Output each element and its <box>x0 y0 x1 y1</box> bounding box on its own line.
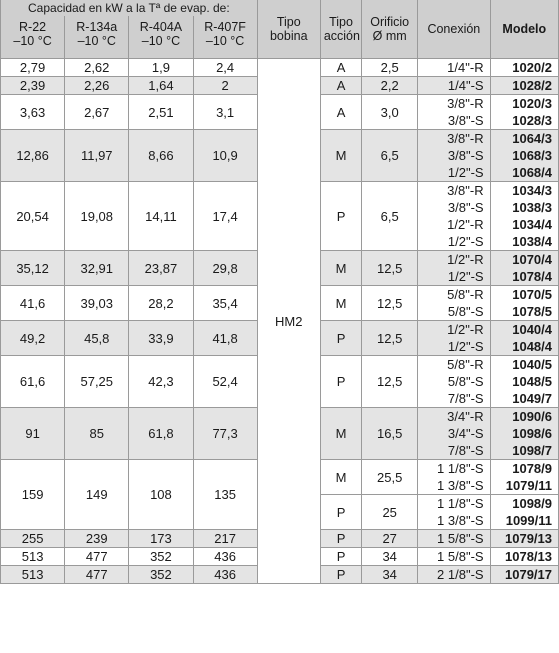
tipo-accion-cell: M <box>320 130 361 182</box>
conexion-value: 1/2"-R <box>447 217 484 232</box>
conexion-cell <box>418 408 490 460</box>
modelo-value: 1040/5 <box>512 357 552 372</box>
cap-r134a: 45,8 <box>65 321 129 356</box>
conexion-value: 1/4"-S <box>447 78 484 93</box>
orificio-cell: 25 <box>362 495 418 530</box>
cap-r22: 513 <box>1 566 65 584</box>
tipo-accion-cell: P <box>320 321 361 356</box>
cap-r407f: 217 <box>193 530 257 548</box>
cap-r404a: 23,87 <box>129 251 193 286</box>
modelo-value: 1040/4 <box>512 322 552 337</box>
cap-r404a: 108 <box>129 460 193 530</box>
modelo-value: 1099/11 <box>505 513 552 528</box>
modelo-cell <box>490 566 558 584</box>
cap-r404a: 1,9 <box>129 59 193 77</box>
modelo-value: 1078/9 <box>512 461 552 476</box>
modelo-value: 1078/13 <box>505 549 552 564</box>
tipo-accion-cell: P <box>320 356 361 408</box>
tipo-accion-cell: P <box>320 182 361 251</box>
cap-r404a: 352 <box>129 566 193 584</box>
orificio-cell: 16,5 <box>362 408 418 460</box>
conexion-value: 3/8"-S <box>447 148 484 163</box>
modelo-cell <box>490 95 558 130</box>
cap-r404a: 33,9 <box>129 321 193 356</box>
orificio-cell: 12,5 <box>362 356 418 408</box>
conexion-value: 3/4"-S <box>447 426 484 441</box>
cap-r22: 513 <box>1 548 65 566</box>
orificio-cell: 27 <box>362 530 418 548</box>
cap-r407f: 52,4 <box>193 356 257 408</box>
conexion-cell <box>418 530 490 548</box>
conexion-cell <box>418 495 490 530</box>
conexion-value: 1 5/8"-S <box>437 531 484 546</box>
modelo-cell <box>490 59 558 77</box>
conexion-value: 3/8"-R <box>447 96 484 111</box>
modelo-value: 1098/9 <box>512 496 552 511</box>
tipo-accion-cell: M <box>320 286 361 321</box>
modelo-value: 1034/3 <box>512 183 552 198</box>
modelo-value: 1020/2 <box>512 60 552 75</box>
orificio-cell: 12,5 <box>362 286 418 321</box>
cap-r22: 35,12 <box>1 251 65 286</box>
orificio-cell: 12,5 <box>362 321 418 356</box>
refrigerant-header-r22: R-22 –10 °C <box>1 16 65 59</box>
cap-r404a: 352 <box>129 548 193 566</box>
tipo-accion-cell: P <box>320 548 361 566</box>
modelo-value: 1079/17 <box>505 567 552 582</box>
cap-r404a: 14,11 <box>129 182 193 251</box>
modelo-value: 1070/5 <box>512 287 552 302</box>
conexion-cell <box>418 59 490 77</box>
tipo-accion-cell: M <box>320 408 361 460</box>
conexion-value: 2 1/8"-S <box>437 567 484 582</box>
modelo-value: 1090/6 <box>512 409 552 424</box>
cap-r22: 2,79 <box>1 59 65 77</box>
conexion-value: 5/8"-R <box>447 287 484 302</box>
table-body <box>1 59 559 584</box>
modelo-cell <box>490 286 558 321</box>
conexion-value: 7/8"-S <box>447 443 484 458</box>
modelo-cell <box>490 251 558 286</box>
cap-r407f: 29,8 <box>193 251 257 286</box>
cap-r22: 91 <box>1 408 65 460</box>
capacity-title: Capacidad en kW a la Tª de evap. de: <box>1 0 258 16</box>
conexion-value: 1 1/8"-S <box>437 496 484 511</box>
cap-r134a: 32,91 <box>65 251 129 286</box>
modelo-value: 1038/3 <box>512 200 552 215</box>
conexion-cell <box>418 356 490 408</box>
cap-r134a: 239 <box>65 530 129 548</box>
tipo-accion-cell: A <box>320 59 361 77</box>
cap-r22: 61,6 <box>1 356 65 408</box>
conexion-cell <box>418 251 490 286</box>
cap-r407f: 135 <box>193 460 257 530</box>
cap-r134a: 477 <box>65 566 129 584</box>
modelo-cell <box>490 548 558 566</box>
table-row <box>1 59 559 77</box>
tipo-accion-cell: P <box>320 566 361 584</box>
cap-r404a: 8,66 <box>129 130 193 182</box>
cap-r404a: 1,64 <box>129 77 193 95</box>
modelo-value: 1078/4 <box>512 269 552 284</box>
conexion-value: 1/4"-R <box>447 60 484 75</box>
modelo-cell <box>490 182 558 251</box>
cap-r407f: 35,4 <box>193 286 257 321</box>
modelo-value: 1098/6 <box>512 426 552 441</box>
conexion-value: 1 5/8"-S <box>437 549 484 564</box>
conexion-value: 1 3/8"-S <box>437 478 484 493</box>
cap-r407f: 2,4 <box>193 59 257 77</box>
conexion-cell <box>418 182 490 251</box>
orificio-header: Orificio Ø mm <box>362 0 418 59</box>
cap-r404a: 173 <box>129 530 193 548</box>
conexion-value: 3/8"-R <box>447 131 484 146</box>
cap-r134a: 2,26 <box>65 77 129 95</box>
conexion-cell <box>418 321 490 356</box>
conexion-cell <box>418 286 490 321</box>
tipo-accion-cell: M <box>320 251 361 286</box>
modelo-value: 1048/5 <box>512 374 552 389</box>
modelo-value: 1048/4 <box>512 339 552 354</box>
modelo-cell <box>490 460 558 495</box>
modelo-cell <box>490 408 558 460</box>
cap-r134a: 39,03 <box>65 286 129 321</box>
cap-r404a: 42,3 <box>129 356 193 408</box>
orificio-cell: 2,2 <box>362 77 418 95</box>
modelo-value: 1068/3 <box>512 148 552 163</box>
tipo-accion-cell: M <box>320 460 361 495</box>
cap-r22: 2,39 <box>1 77 65 95</box>
cap-r134a: 11,97 <box>65 130 129 182</box>
cap-r407f: 10,9 <box>193 130 257 182</box>
conexion-cell <box>418 130 490 182</box>
conexion-value: 3/8"-S <box>447 200 484 215</box>
cap-r404a: 28,2 <box>129 286 193 321</box>
orificio-cell: 6,5 <box>362 130 418 182</box>
conexion-value: 7/8"-S <box>447 391 484 406</box>
cap-r134a: 2,67 <box>65 95 129 130</box>
cap-r134a: 477 <box>65 548 129 566</box>
conexion-value: 5/8"-R <box>447 357 484 372</box>
modelo-header: Modelo <box>490 0 558 59</box>
orificio-cell: 25,5 <box>362 460 418 495</box>
cap-r22: 12,86 <box>1 130 65 182</box>
conexion-cell <box>418 566 490 584</box>
modelo-value: 1049/7 <box>512 391 552 406</box>
cap-r22: 255 <box>1 530 65 548</box>
conexion-value: 3/4"-R <box>447 409 484 424</box>
modelo-cell <box>490 530 558 548</box>
conexion-value: 5/8"-S <box>447 304 484 319</box>
modelo-cell <box>490 495 558 530</box>
cap-r134a: 2,62 <box>65 59 129 77</box>
table-header <box>1 0 559 59</box>
refrigerant-header-r134a: R-134a –10 °C <box>65 16 129 59</box>
cap-r134a: 19,08 <box>65 182 129 251</box>
conexion-value: 1 1/8"-S <box>437 461 484 476</box>
cap-r22: 41,6 <box>1 286 65 321</box>
orificio-cell: 2,5 <box>362 59 418 77</box>
cap-r22: 3,63 <box>1 95 65 130</box>
orificio-cell: 6,5 <box>362 182 418 251</box>
modelo-value: 1070/4 <box>512 252 552 267</box>
cap-r407f: 17,4 <box>193 182 257 251</box>
conexion-cell <box>418 548 490 566</box>
modelo-value: 1034/4 <box>512 217 552 232</box>
refrigerant-header-r404a: R-404A –10 °C <box>129 16 193 59</box>
conexion-cell <box>418 77 490 95</box>
tipo-accion-cell: P <box>320 530 361 548</box>
conexion-value: 1/2"-S <box>447 165 484 180</box>
cap-r134a: 57,25 <box>65 356 129 408</box>
modelo-cell <box>490 356 558 408</box>
tipo-accion-cell: A <box>320 95 361 130</box>
conexion-header: Conexión <box>418 0 490 59</box>
cap-r134a: 85 <box>65 408 129 460</box>
orificio-cell: 34 <box>362 566 418 584</box>
cap-r22: 159 <box>1 460 65 530</box>
cap-r407f: 41,8 <box>193 321 257 356</box>
cap-r134a: 149 <box>65 460 129 530</box>
modelo-value: 1068/4 <box>512 165 552 180</box>
tipo-bobina-cell: HM2 <box>257 59 320 584</box>
conexion-value: 1 3/8"-S <box>437 513 484 528</box>
conexion-value: 1/2"-S <box>447 269 484 284</box>
modelo-cell <box>490 77 558 95</box>
conexion-value: 3/8"-R <box>447 183 484 198</box>
orificio-cell: 34 <box>362 548 418 566</box>
cap-r404a: 2,51 <box>129 95 193 130</box>
cap-r404a: 61,8 <box>129 408 193 460</box>
tipo-accion-cell: A <box>320 77 361 95</box>
modelo-value: 1038/4 <box>512 234 552 249</box>
modelo-value: 1098/7 <box>512 443 552 458</box>
cap-r22: 20,54 <box>1 182 65 251</box>
tipo-accion-cell: P <box>320 495 361 530</box>
modelo-cell <box>490 130 558 182</box>
modelo-value: 1079/11 <box>505 478 552 493</box>
conexion-value: 3/8"-S <box>447 113 484 128</box>
modelo-value: 1028/3 <box>512 113 552 128</box>
tipo-accion-header: Tipo acción <box>320 0 361 59</box>
tipo-bobina-header: Tipo bobina <box>257 0 320 59</box>
refrigerant-header-r407f: R-407F –10 °C <box>193 16 257 59</box>
conexion-value: 1/2"-S <box>447 339 484 354</box>
modelo-value: 1020/3 <box>512 96 552 111</box>
modelo-value: 1079/13 <box>505 531 552 546</box>
modelo-value: 1028/2 <box>512 78 552 93</box>
modelo-value: 1078/5 <box>512 304 552 319</box>
cap-r22: 49,2 <box>1 321 65 356</box>
orificio-cell: 12,5 <box>362 251 418 286</box>
modelo-value: 1064/3 <box>512 131 552 146</box>
conexion-cell <box>418 95 490 130</box>
cap-r407f: 436 <box>193 548 257 566</box>
orificio-cell: 3,0 <box>362 95 418 130</box>
conexion-value: 1/2"-R <box>447 252 484 267</box>
cap-r407f: 436 <box>193 566 257 584</box>
conexion-value: 1/2"-R <box>447 322 484 337</box>
conexion-value: 1/2"-S <box>447 234 484 249</box>
cap-r407f: 2 <box>193 77 257 95</box>
modelo-cell <box>490 321 558 356</box>
cap-r407f: 3,1 <box>193 95 257 130</box>
cap-r407f: 77,3 <box>193 408 257 460</box>
conexion-cell <box>418 460 490 495</box>
conexion-value: 5/8"-S <box>447 374 484 389</box>
